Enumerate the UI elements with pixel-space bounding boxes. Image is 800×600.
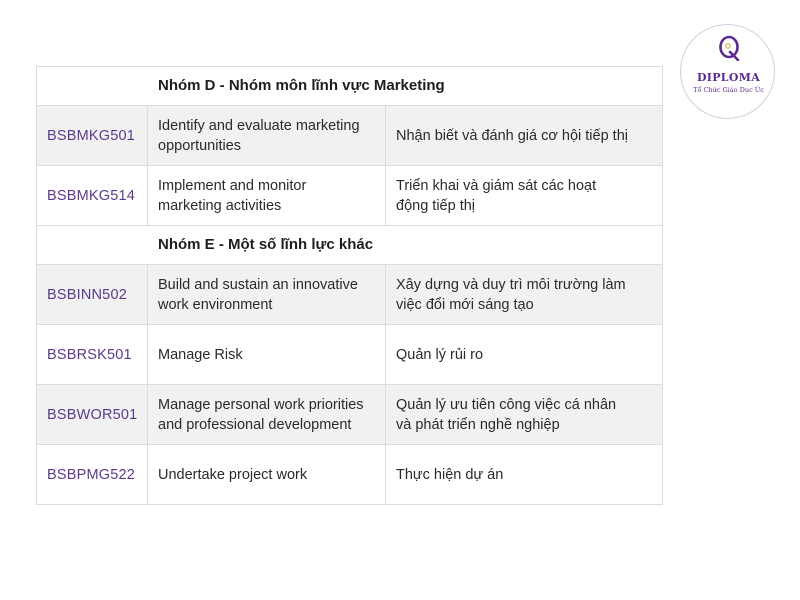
unit-name-en [148, 445, 386, 505]
unit-name-vi-line: Triển khai và giám sát các hoạt [396, 177, 597, 194]
table-row [37, 445, 663, 505]
unit-name-vi [386, 445, 663, 505]
group-header-row [37, 67, 663, 106]
unit-code: BSBINN502 [37, 265, 148, 325]
unit-name-en-line: work environment [158, 296, 273, 313]
unit-name-vi-line: việc đổi mới sáng tạo [396, 296, 534, 313]
unit-name-vi-line: Nhận biết và đánh giá cơ hội tiếp thị [396, 127, 628, 144]
unit-name-vi-line: Thực hiện dự án [396, 466, 504, 483]
unit-name-vi [386, 325, 663, 385]
q-monogram-icon [716, 35, 742, 61]
unit-name-en-line: Identify and evaluate marketing [158, 117, 360, 134]
unit-name-en [148, 265, 386, 325]
unit-name-vi-line: Xây dựng và duy trì môi trường làm [396, 276, 626, 293]
group-title: Nhóm E - Một số lĩnh lực khác [37, 226, 663, 265]
unit-name-en [148, 385, 386, 445]
unit-name-vi-line: và phát triển nghề nghiệp [396, 416, 560, 433]
logo-subtitle: Tổ Chức Giáo Dục Úc [693, 86, 764, 94]
unit-code: BSBWOR501 [37, 385, 148, 445]
group-header-row [37, 226, 663, 265]
logo-name: DIPLOMA [696, 71, 761, 84]
unit-name-vi-line: Quản lý ưu tiên công việc cá nhân [396, 396, 617, 413]
unit-table [36, 66, 663, 505]
diploma-logo[interactable] [680, 24, 775, 119]
unit-name-en-line: opportunities [158, 137, 242, 154]
table-row [37, 325, 663, 385]
table-row [37, 106, 663, 166]
unit-name-vi [386, 166, 663, 226]
unit-name-vi [386, 265, 663, 325]
unit-name-en-line: and professional development [158, 416, 352, 433]
table-row [37, 265, 663, 325]
unit-name-en [148, 325, 386, 385]
unit-name-en-line: Manage Risk [158, 346, 243, 363]
unit-name-en [148, 106, 386, 166]
unit-name-en-line: Implement and monitor [158, 177, 307, 194]
unit-name-en [148, 166, 386, 226]
unit-name-vi [386, 106, 663, 166]
unit-name-en-line: Build and sustain an innovative [158, 276, 358, 293]
unit-name-en-line: Manage personal work priorities [158, 396, 364, 413]
unit-name-vi-line: Quản lý rủi ro [396, 346, 484, 363]
unit-name-en-line: marketing activities [158, 197, 282, 214]
unit-name-vi [386, 385, 663, 445]
unit-code: BSBRSK501 [37, 325, 148, 385]
unit-name-en-line: Undertake project work [158, 466, 308, 483]
table-row [37, 385, 663, 445]
group-title: Nhóm D - Nhóm môn lĩnh vực Marketing [37, 67, 663, 106]
unit-name-vi-line: động tiếp thị [396, 197, 476, 214]
unit-code: BSBPMG522 [37, 445, 148, 505]
unit-code: BSBMKG501 [37, 106, 148, 166]
table-row [37, 166, 663, 226]
unit-code: BSBMKG514 [37, 166, 148, 226]
